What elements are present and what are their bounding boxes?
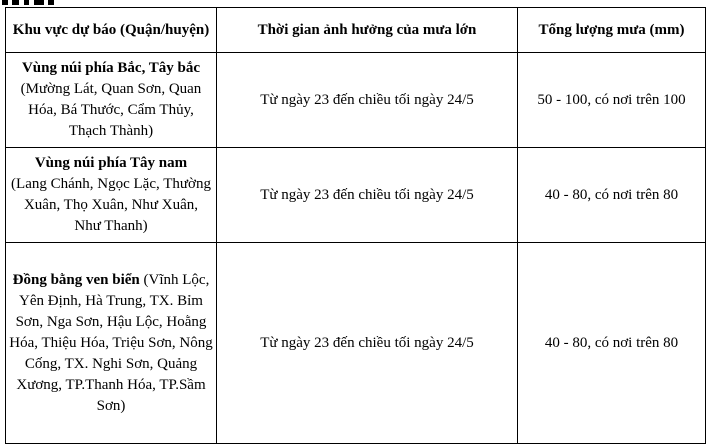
header-rainfall: Tổng lượng mưa (mm) [518,8,706,53]
region-districts: (Lang Chánh, Ngọc Lặc, Thường Xuân, Thọ Xuân, Như Xuân, Như Thanh) [11,176,211,234]
region-districts: (Vĩnh Lộc, Yên Định, Hà Trung, TX. Bỉm Sơn, Nga Sơn, Hậu Lộc, Hoằng Hóa, Thiệu Hóa, Triệu Sơn, Nông Cống, TX. Nghi Sơn, Quảng Xương, TP.Thanh Hóa, TP.Sầm Sơn) [9,271,213,414]
table-row [6,243,706,444]
table-row [6,148,706,243]
region-districts: (Mường Lát, Quan Sơn, Quan Hóa, Bá Thước, Cẩm Thủy, Thạch Thành) [20,81,202,139]
time-cell: Từ ngày 23 đến chiều tối ngày 24/5 [217,243,518,444]
region-name: Vùng núi phía Bắc, Tây bắc [21,60,201,76]
region-cell [6,148,217,243]
header-time: Thời gian ảnh hưởng của mưa lớn [217,8,518,53]
cropped-text-remnant [0,0,711,7]
region-cell [6,243,217,444]
rain-forecast-table [5,7,706,444]
rainfall-cell: 50 - 100, có nơi trên 100 [518,53,706,148]
region-cell [6,53,217,148]
rainfall-cell: 40 - 80, có nơi trên 80 [518,148,706,243]
time-cell: Từ ngày 23 đến chiều tối ngày 24/5 [217,53,518,148]
time-cell: Từ ngày 23 đến chiều tối ngày 24/5 [217,148,518,243]
rainfall-cell: 40 - 80, có nơi trên 80 [518,243,706,444]
region-name: Vùng núi phía Tây nam [34,155,188,171]
table-header-row [6,8,706,53]
header-region: Khu vực dự báo (Quận/huyện) [6,8,217,53]
table-row [6,53,706,148]
region-name: Đồng bằng ven biển [12,271,140,288]
